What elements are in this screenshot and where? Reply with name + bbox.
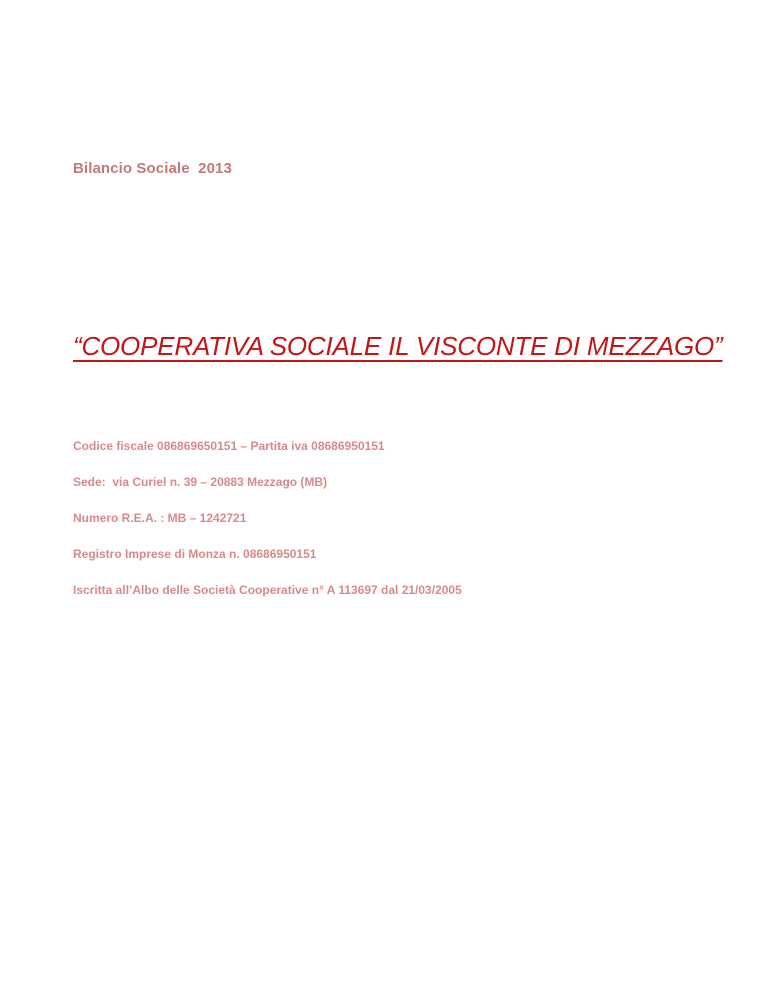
report-title: Bilancio Sociale 2013 [73,160,232,177]
business-register-line: Registro Imprese di Monza n. 08686950151 [73,547,317,561]
rea-number-line: Numero R.E.A. : MB – 1242721 [73,511,247,525]
cooperative-register-line: Iscritta all’Albo delle Società Cooperative n° A 113697 dal 21/03/2005 [73,583,462,597]
organization-name: “COOPERATIVA SOCIALE IL VISCONTE DI MEZZAGO” [73,331,723,361]
address-line: Sede: via Curiel n. 39 – 20883 Mezzago (MB) [73,475,328,489]
company-info-list [73,439,462,619]
tax-code-line: Codice fiscale 086869650151 – Partita iva 08686950151 [73,439,385,453]
